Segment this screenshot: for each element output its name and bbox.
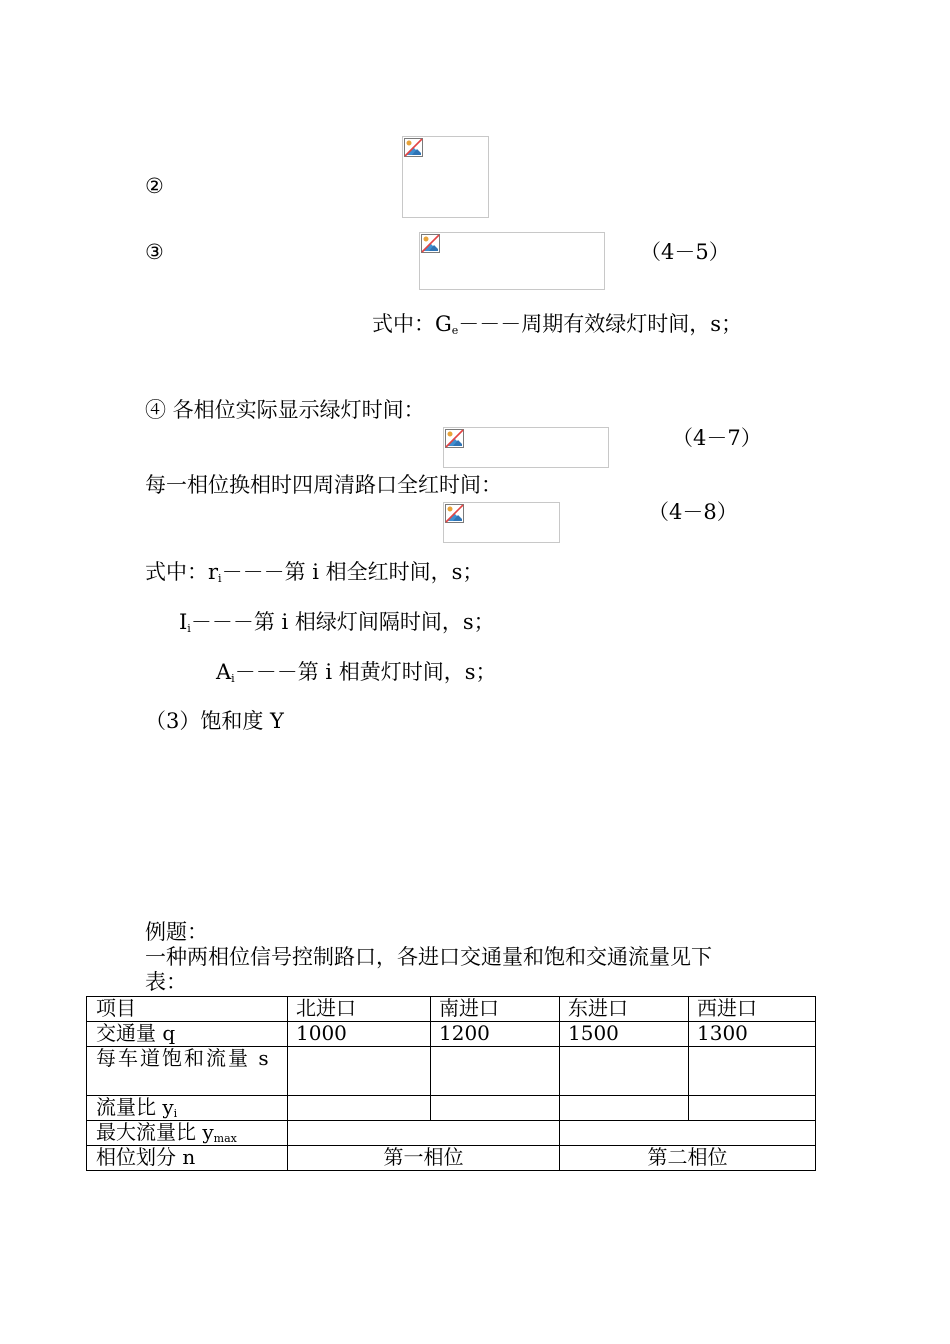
table-cell: 东进口	[560, 997, 689, 1022]
where-ri-prefix: 式中：r	[145, 560, 219, 584]
table-cell: 南进口	[431, 997, 560, 1022]
where-ii-line	[179, 610, 495, 635]
max-flow-ratio-sub: max	[213, 1132, 237, 1146]
table-cell	[689, 1047, 816, 1096]
broken-image-icon	[404, 138, 423, 157]
equation-number-4-8: （4－8）	[648, 500, 738, 524]
table-cell	[689, 1096, 816, 1121]
equation-number-4-7: （4－7）	[672, 426, 762, 450]
where-ge-sub: e	[451, 324, 459, 337]
table-cell	[288, 1121, 560, 1146]
table-row	[87, 1096, 816, 1121]
table-cell	[560, 1096, 689, 1121]
table-cell: 1300	[689, 1022, 816, 1047]
broken-image-icon	[445, 429, 464, 448]
table-cell: 北进口	[288, 997, 431, 1022]
table-cell: 1200	[431, 1022, 560, 1047]
table-cell: 1500	[560, 1022, 689, 1047]
allred-title: 每一相位换相时四周清路口全红时间：	[145, 473, 502, 497]
where-ri-line	[145, 560, 483, 585]
table-cell: 第二相位	[560, 1146, 816, 1171]
table-cell	[560, 1047, 689, 1096]
where-ge-prefix: 式中：G	[372, 312, 452, 336]
table-row	[87, 1047, 816, 1096]
where-ge-text: －－－周期有效绿灯时间，s；	[458, 312, 743, 336]
table-cell: 交通量 q	[87, 1022, 288, 1047]
table-cell	[431, 1096, 560, 1121]
item-marker-3: ③	[145, 240, 164, 264]
where-ri-text: －－－第 i 相全红时间，s；	[221, 560, 484, 584]
flow-ratio-sub: i	[173, 1107, 178, 1120]
table-cell	[87, 1121, 288, 1146]
table-cell	[288, 1096, 431, 1121]
where-ii-text: －－－第 i 相绿灯间隔时间，s；	[190, 610, 495, 634]
where-ai-prefix: A	[216, 660, 232, 684]
table-cell: 1000	[288, 1022, 431, 1047]
table-cell: 项目	[87, 997, 288, 1022]
formula-image-4-8	[443, 502, 560, 543]
table-row	[87, 1146, 816, 1171]
where-ii-sub: i	[187, 622, 191, 635]
saturation-title: （3）饱和度 Y	[145, 709, 284, 733]
table-row	[87, 1022, 816, 1047]
table-cell: 每车道饱和流量 s	[87, 1047, 288, 1096]
formula-image-4-7	[443, 427, 609, 468]
table-row	[87, 1121, 816, 1146]
where-ge-line	[372, 312, 742, 337]
where-ri-sub: i	[218, 572, 222, 585]
example-line-1: 一种两相位信号控制路口，各进口交通量和饱和交通流量见下	[145, 945, 712, 969]
table-row	[87, 997, 816, 1022]
where-ai-line	[216, 660, 497, 685]
table-cell: 第一相位	[288, 1146, 560, 1171]
item-marker-2: ②	[145, 174, 164, 198]
table-cell	[431, 1047, 560, 1096]
table-cell	[288, 1047, 431, 1096]
where-ai-text: －－－第 i 相黄灯时间，s；	[234, 660, 497, 684]
where-ii-prefix: I	[179, 610, 188, 634]
flow-table	[86, 996, 816, 1171]
formula-image-4-5	[419, 232, 605, 290]
table-cell: 相位划分 n	[87, 1146, 288, 1171]
step4-title: ④ 各相位实际显示绿灯时间：	[145, 398, 425, 422]
example-line-2: 表：	[145, 970, 187, 994]
table-cell	[560, 1121, 816, 1146]
table-cell: 西进口	[689, 997, 816, 1022]
formula-image-2	[402, 136, 489, 218]
broken-image-icon	[421, 234, 440, 253]
broken-image-icon	[445, 504, 464, 523]
example-title: 例题：	[145, 920, 208, 944]
table-cell	[87, 1096, 288, 1121]
flow-ratio-label: 流量比 y	[96, 1095, 174, 1119]
equation-number-4-5: （4－5）	[640, 240, 730, 264]
max-flow-ratio-label: 最大流量比 y	[96, 1120, 214, 1145]
where-ai-sub: i	[231, 672, 235, 685]
